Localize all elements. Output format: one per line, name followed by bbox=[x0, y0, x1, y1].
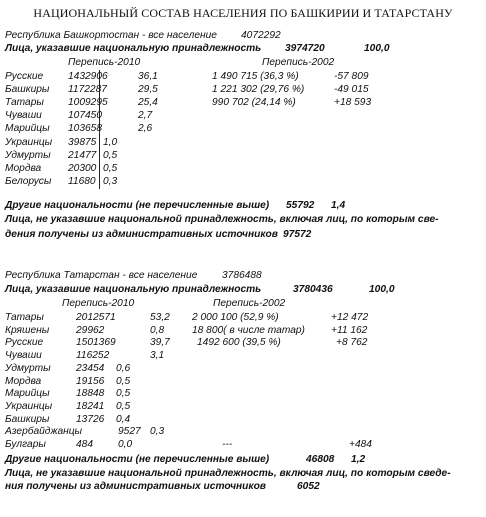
bashkiria-row-2002-value: 990 702 (24,14 %) bbox=[212, 97, 296, 108]
tatarstan-row-2010-value: 18848 bbox=[76, 388, 105, 399]
tatarstan-row-difference: +484 bbox=[349, 439, 372, 450]
tatarstan-other-value: 46808 bbox=[306, 454, 335, 465]
bashkiria-row-2010-value: 11680 bbox=[68, 176, 96, 187]
bashkiria-row-difference: +18 593 bbox=[334, 97, 372, 108]
tatarstan-row-2010-percent: 0,5 bbox=[116, 376, 131, 387]
bashkiria-declared-label: Лица, указавшие национальную принадлежность bbox=[5, 43, 262, 54]
tatarstan-undeclared-line1: Лица, не указавшие национальной принадлежность, включая лиц, по которым сведе- bbox=[5, 468, 451, 479]
tatarstan-other-percent: 1,2 bbox=[351, 454, 366, 465]
bashkiria-row-difference: -49 015 bbox=[334, 84, 369, 95]
bashkiria-row-2010-percent: 36,1 bbox=[138, 71, 158, 82]
page-title: НАЦИОНАЛЬНЫЙ СОСТАВ НАСЕЛЕНИЯ ПО БАШКИРИИ И ТАТАРСТАНУ bbox=[33, 6, 453, 20]
tatarstan-row-2010-value: 13726 bbox=[76, 414, 105, 425]
tatarstan-declared-label: Лица, указавшие национальную принадлежность bbox=[5, 284, 262, 295]
tatarstan-row-2010-value: 18241 bbox=[76, 401, 105, 412]
tatarstan-row-difference: +8 762 bbox=[336, 337, 368, 348]
tatarstan-row-difference: +12 472 bbox=[331, 312, 369, 323]
bashkiria-row-difference: -57 809 bbox=[334, 71, 369, 82]
tatarstan-row-2010-value: 29962 bbox=[76, 325, 105, 336]
bashkiria-row-2010-value: 1432906 bbox=[68, 71, 108, 82]
bashkiria-row-2010-percent: 0,5 bbox=[103, 163, 118, 174]
tatarstan-undeclared-line2: ния получены из административных источников bbox=[5, 481, 266, 492]
tatarstan-row-2010-percent: 0,3 bbox=[150, 426, 165, 437]
tatarstan-row-2010-percent: 0,5 bbox=[116, 401, 131, 412]
tatarstan-row-name: Удмурты bbox=[5, 363, 51, 374]
tatarstan-row-2010-value: 19156 bbox=[76, 376, 105, 387]
bashkiria-row-2010-value: 1009295 bbox=[68, 97, 108, 108]
bashkiria-undeclared-line1: Лица, не указавшие национальной принадлежность, включая лиц, по которым све- bbox=[5, 214, 439, 225]
tatarstan-row-name: Мордва bbox=[5, 376, 42, 387]
bashkiria-row-2010-percent: 2,6 bbox=[138, 123, 153, 134]
bashkiria-row-name: Татары bbox=[5, 97, 44, 108]
tatarstan-declared-pct: 100,0 bbox=[369, 284, 395, 295]
tatarstan-row-2010-percent: 0,0 bbox=[118, 439, 133, 450]
bashkiria-row-2002-value: 1 490 715 (36,3 %) bbox=[212, 71, 299, 82]
bashkiria-undeclared-value: 97572 bbox=[283, 229, 312, 240]
bashkiria-row-2010-value: 103658 bbox=[68, 123, 102, 134]
bashkiria-row-name: Мордва bbox=[5, 163, 42, 174]
bashkiria-row-2010-value: 20300 bbox=[68, 163, 97, 174]
tatarstan-row-2010-percent: 3,1 bbox=[150, 350, 165, 361]
tatarstan-row-name: Булгары bbox=[5, 439, 46, 450]
tatarstan-row-2010-value: 23454 bbox=[76, 363, 105, 374]
tatarstan-row-2002-value: 18 800( в числе татар) bbox=[192, 325, 305, 336]
tatarstan-row-2010-percent: 0,8 bbox=[150, 325, 165, 336]
bashkiria-row-2010-percent: 0,3 bbox=[103, 176, 118, 187]
bashkiria-census-2010-header: Перепись-2010 bbox=[68, 57, 141, 68]
bashkiria-row-name: Чуваши bbox=[5, 110, 42, 121]
tatarstan-other-label: Другие национальности (не перечисленные выше) bbox=[5, 454, 270, 465]
bashkiria-other-percent: 1,4 bbox=[331, 200, 346, 211]
tatarstan-row-2010-percent: 39,7 bbox=[150, 337, 170, 348]
bashkiria-row-2010-value: 21477 bbox=[68, 150, 97, 161]
bashkiria-row-2010-value: 39875 bbox=[68, 137, 97, 148]
bashkiria-row-name: Удмурты bbox=[5, 150, 51, 161]
bashkiria-row-name: Русские bbox=[5, 71, 44, 82]
bashkiria-declared-pct: 100,0 bbox=[364, 43, 390, 54]
tatarstan-row-2002-value: 1492 600 (39,5 %) bbox=[197, 337, 281, 348]
bashkiria-row-2010-value: 1172287 bbox=[68, 84, 107, 95]
bashkiria-row-2010-percent: 29,5 bbox=[138, 84, 158, 95]
bashkiria-undeclared-line2: дения получены из административных источников bbox=[5, 229, 278, 240]
tatarstan-census-2010-header: Перепись-2010 bbox=[62, 298, 135, 309]
tatarstan-row-2010-percent: 0,6 bbox=[116, 363, 131, 374]
tatarstan-row-2010-value: 484 bbox=[76, 439, 93, 450]
bashkiria-row-name: Марийцы bbox=[5, 123, 50, 134]
tatarstan-row-2010-value: 2012571 bbox=[76, 312, 116, 323]
bashkiria-row-2010-percent: 1,0 bbox=[103, 137, 118, 148]
tatarstan-census-2002-header: Перепись-2002 bbox=[213, 298, 286, 309]
tatarstan-declared-value: 3780436 bbox=[293, 284, 333, 295]
tatarstan-row-name: Украинцы bbox=[5, 401, 53, 412]
bashkiria-row-name: Украинцы bbox=[5, 137, 53, 148]
tatarstan-row-name: Башкиры bbox=[5, 414, 50, 425]
tatarstan-row-2010-percent: 0,4 bbox=[116, 414, 131, 425]
bashkiria-row-2002-value: 1 221 302 (29,76 %) bbox=[212, 84, 305, 95]
bashkiria-row-2010-percent: 0,5 bbox=[103, 150, 118, 161]
bashkiria-total-label: Республика Башкортостан - все население bbox=[5, 30, 217, 41]
tatarstan-row-name: Русские bbox=[5, 337, 44, 348]
tatarstan-row-name: Азербайджанцы bbox=[5, 426, 83, 437]
tatarstan-row-name: Татары bbox=[5, 312, 44, 323]
tatarstan-row-2002-value: --- bbox=[222, 439, 233, 450]
bashkiria-row-name: Башкиры bbox=[5, 84, 50, 95]
tatarstan-row-2010-value: 1501369 bbox=[76, 337, 116, 348]
bashkiria-row-2010-percent: 2,7 bbox=[138, 110, 153, 121]
bashkiria-total-value: 4072292 bbox=[241, 30, 281, 41]
tatarstan-undeclared-value: 6052 bbox=[297, 481, 320, 492]
tatarstan-row-name: Кряшены bbox=[5, 325, 50, 336]
tatarstan-row-2010-value: 116252 bbox=[76, 350, 110, 361]
bashkiria-other-label: Другие национальности (не перечисленные выше) bbox=[5, 200, 270, 211]
tatarstan-row-2010-percent: 53,2 bbox=[150, 312, 170, 323]
bashkiria-declared-value: 3974720 bbox=[285, 43, 325, 54]
bashkiria-other-value: 55792 bbox=[286, 200, 315, 211]
tatarstan-row-name: Чуваши bbox=[5, 350, 42, 361]
bashkiria-row-2010-percent: 25,4 bbox=[138, 97, 158, 108]
tatarstan-total-value: 3786488 bbox=[222, 270, 262, 281]
bashkiria-row-2010-value: 107450 bbox=[68, 110, 102, 121]
tatarstan-row-2010-percent: 0,5 bbox=[116, 388, 131, 399]
tatarstan-total-label: Республика Татарстан - все население bbox=[5, 270, 198, 281]
tatarstan-row-2010-value: 9527 bbox=[118, 426, 141, 437]
tatarstan-row-difference: +11 162 bbox=[331, 325, 368, 336]
tatarstan-row-name: Марийцы bbox=[5, 388, 50, 399]
tatarstan-row-2002-value: 2 000 100 (52,9 %) bbox=[192, 312, 279, 323]
bashkiria-row-name: Белорусы bbox=[5, 176, 52, 187]
bashkiria-census-2002-header: Перепись-2002 bbox=[262, 57, 335, 68]
